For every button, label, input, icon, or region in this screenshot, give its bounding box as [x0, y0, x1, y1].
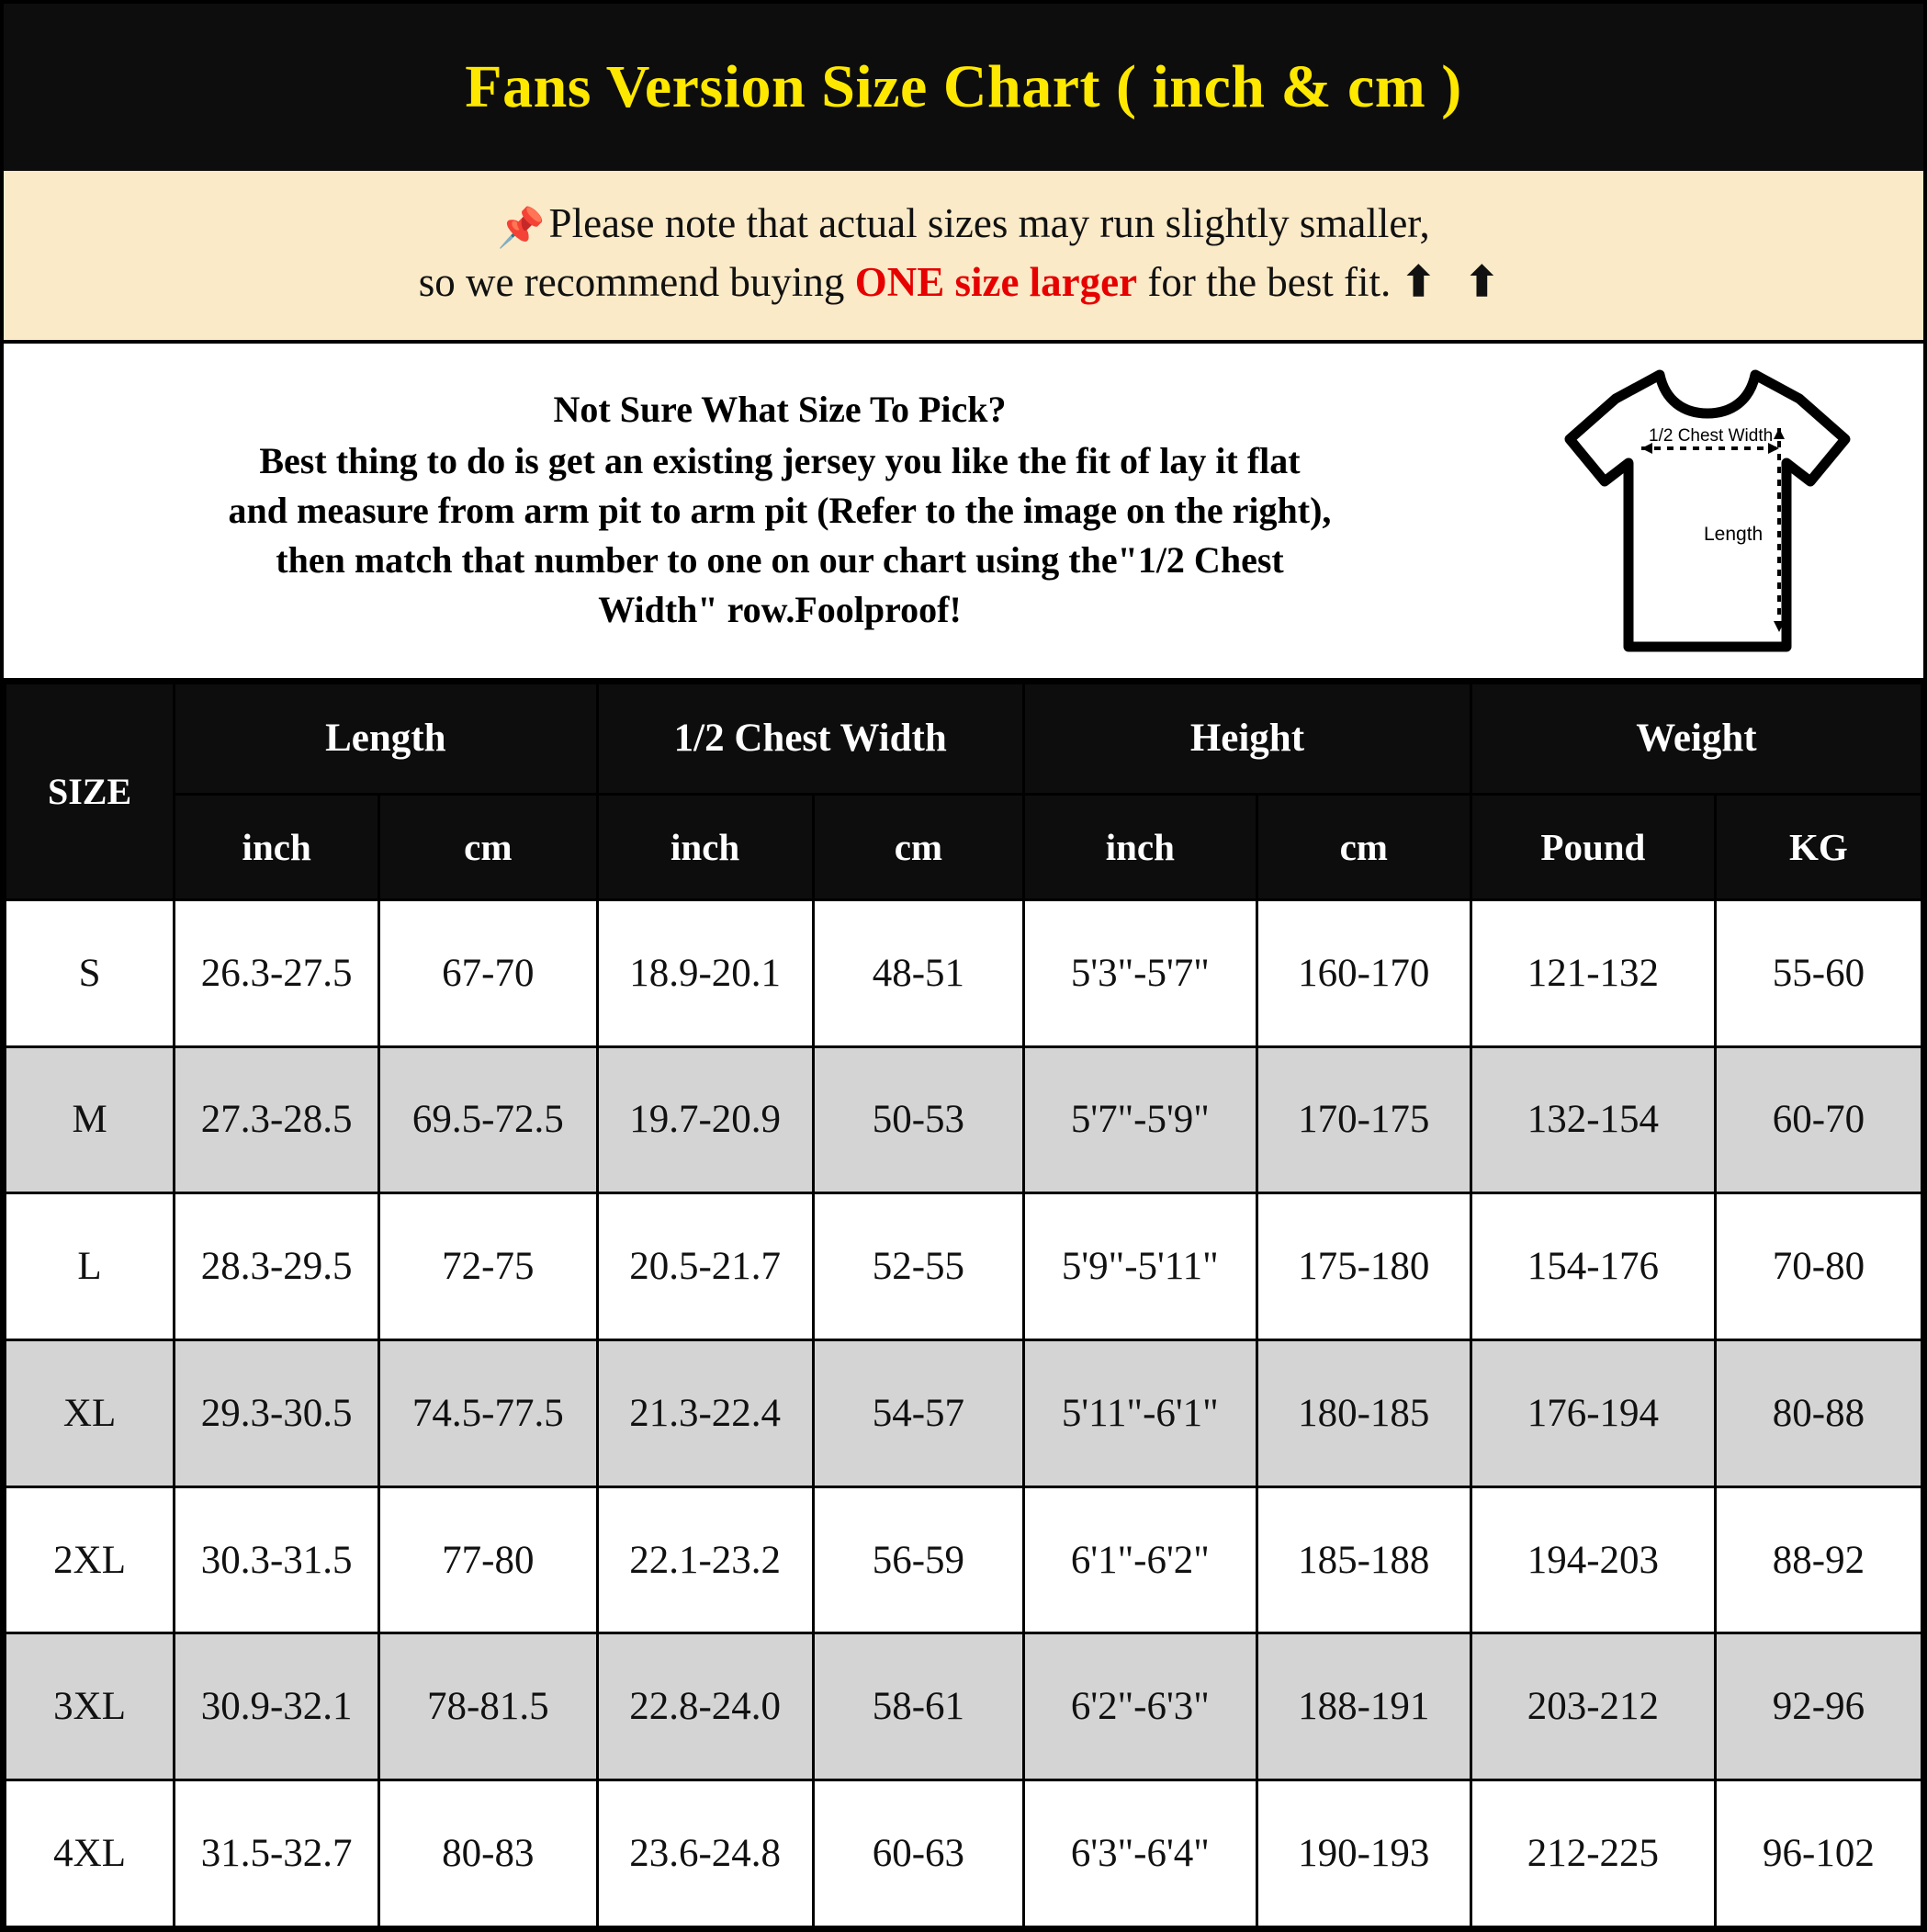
- cell-height-cm: 160-170: [1256, 899, 1471, 1046]
- cell-chest-inch: 22.8-24.0: [597, 1633, 813, 1780]
- cell-length-cm: 78-81.5: [379, 1633, 597, 1780]
- cell-height-inch: 5'3"-5'7": [1023, 899, 1256, 1046]
- size-table-wrap: [4, 682, 1923, 1928]
- cell-chest-cm: 60-63: [813, 1780, 1023, 1927]
- cell-size: 4XL: [6, 1780, 175, 1927]
- cell-length-inch: 28.3-29.5: [175, 1193, 379, 1340]
- cell-weight-pound: 212-225: [1471, 1780, 1715, 1927]
- cell-length-inch: 27.3-28.5: [175, 1046, 379, 1193]
- table-row: [6, 1193, 1922, 1340]
- cell-chest-cm: 54-57: [813, 1339, 1023, 1486]
- cell-height-inch: 6'3"-6'4": [1023, 1780, 1256, 1927]
- cell-weight-kg: 70-80: [1715, 1193, 1921, 1340]
- advice-line-1: Best thing to do is get an existing jersey you like the fit of lay it flat: [259, 440, 1301, 482]
- note-line-2-suffix: for the best fit.: [1137, 258, 1402, 305]
- cell-height-cm: 180-185: [1256, 1339, 1471, 1486]
- note-line-1-text: Please note that actual sizes may run slightly smaller,: [548, 200, 1430, 246]
- pushpin-icon: 📌: [497, 208, 546, 250]
- advice-line-2: and measure from arm pit to arm pit (Refer to the image on the right),: [228, 490, 1332, 532]
- cell-weight-pound: 203-212: [1471, 1633, 1715, 1780]
- cell-length-inch: 29.3-30.5: [175, 1339, 379, 1486]
- header-group-chest: 1/2 Chest Width: [597, 683, 1023, 794]
- cell-length-cm: 67-70: [379, 899, 597, 1046]
- size-table: [4, 682, 1923, 1928]
- cell-weight-pound: 154-176: [1471, 1193, 1715, 1340]
- arrow-up-icon: ⬆ ⬆: [1401, 258, 1509, 305]
- header-unit-chest-cm: cm: [813, 794, 1023, 899]
- cell-chest-cm: 52-55: [813, 1193, 1023, 1340]
- cell-height-cm: 170-175: [1256, 1046, 1471, 1193]
- header-unit-length-cm: cm: [379, 794, 597, 899]
- table-head-row-groups: [6, 683, 1922, 794]
- header-group-height: Height: [1023, 683, 1471, 794]
- table-row: [6, 899, 1922, 1046]
- cell-chest-cm: 50-53: [813, 1046, 1023, 1193]
- cell-height-cm: 188-191: [1256, 1633, 1471, 1780]
- cell-length-inch: 30.3-31.5: [175, 1486, 379, 1633]
- cell-weight-kg: 80-88: [1715, 1339, 1921, 1486]
- cell-chest-inch: 22.1-23.2: [597, 1486, 813, 1633]
- table-head: [6, 683, 1922, 899]
- chest-width-label: 1/2 Chest Width: [1649, 425, 1774, 446]
- cell-chest-inch: 23.6-24.8: [597, 1780, 813, 1927]
- cell-chest-inch: 21.3-22.4: [597, 1339, 813, 1486]
- table-row: [6, 1486, 1922, 1633]
- advice-line-3: then match that number to one on our chart using the"1/2 Chest: [276, 539, 1284, 582]
- header-unit-length-inch: inch: [175, 794, 379, 899]
- cell-length-cm: 77-80: [379, 1486, 597, 1633]
- cell-chest-cm: 48-51: [813, 899, 1023, 1046]
- cell-height-cm: 185-188: [1256, 1486, 1471, 1633]
- table-head-row-units: [6, 794, 1922, 899]
- advice-text-block: [13, 388, 1538, 635]
- table-row: [6, 1780, 1922, 1927]
- cell-height-inch: 5'11"-6'1": [1023, 1339, 1256, 1486]
- cell-size: 2XL: [6, 1486, 175, 1633]
- tshirt-icon: [1561, 360, 1854, 663]
- cell-size: M: [6, 1046, 175, 1193]
- cell-chest-inch: 19.7-20.9: [597, 1046, 813, 1193]
- cell-height-inch: 6'1"-6'2": [1023, 1486, 1256, 1633]
- length-label: Length: [1704, 523, 1764, 545]
- cell-length-cm: 69.5-72.5: [379, 1046, 597, 1193]
- cell-size: 3XL: [6, 1633, 175, 1780]
- cell-height-inch: 5'9"-5'11": [1023, 1193, 1256, 1340]
- table-body: [6, 899, 1922, 1926]
- note-line-2: [31, 254, 1896, 312]
- note-highlight: ONE size larger: [854, 258, 1138, 305]
- header-size: SIZE: [6, 683, 175, 899]
- table-row: [6, 1046, 1922, 1193]
- cell-chest-inch: 20.5-21.7: [597, 1193, 813, 1340]
- cell-weight-kg: 88-92: [1715, 1486, 1921, 1633]
- cell-height-cm: 175-180: [1256, 1193, 1471, 1340]
- cell-height-inch: 5'7"-5'9": [1023, 1046, 1256, 1193]
- cell-weight-pound: 194-203: [1471, 1486, 1715, 1633]
- cell-weight-pound: 121-132: [1471, 899, 1715, 1046]
- table-row: [6, 1339, 1922, 1486]
- cell-height-cm: 190-193: [1256, 1780, 1471, 1927]
- cell-weight-kg: 96-102: [1715, 1780, 1921, 1927]
- cell-length-inch: 31.5-32.7: [175, 1780, 379, 1927]
- header-unit-height-inch: inch: [1023, 794, 1256, 899]
- cell-chest-cm: 58-61: [813, 1633, 1023, 1780]
- cell-length-cm: 74.5-77.5: [379, 1339, 597, 1486]
- cell-weight-pound: 132-154: [1471, 1046, 1715, 1193]
- tshirt-diagram: [1538, 360, 1914, 663]
- advice-section: [4, 344, 1923, 682]
- cell-size: L: [6, 1193, 175, 1340]
- header-unit-chest-inch: inch: [597, 794, 813, 899]
- cell-height-inch: 6'2"-6'3": [1023, 1633, 1256, 1780]
- cell-chest-cm: 56-59: [813, 1486, 1023, 1633]
- cell-length-inch: 30.9-32.1: [175, 1633, 379, 1780]
- cell-weight-kg: 60-70: [1715, 1046, 1921, 1193]
- cell-length-cm: 80-83: [379, 1780, 597, 1927]
- header-unit-weight-kg: KG: [1715, 794, 1921, 899]
- cell-weight-kg: 55-60: [1715, 899, 1921, 1046]
- header-group-weight: Weight: [1471, 683, 1921, 794]
- header-group-length: Length: [175, 683, 597, 794]
- cell-weight-kg: 92-96: [1715, 1633, 1921, 1780]
- cell-length-inch: 26.3-27.5: [175, 899, 379, 1046]
- note-band: [4, 171, 1923, 344]
- advice-line-4: Width" row.Foolproof!: [598, 589, 962, 631]
- cell-size: XL: [6, 1339, 175, 1486]
- cell-length-cm: 72-75: [379, 1193, 597, 1340]
- table-row: [6, 1633, 1922, 1780]
- cell-weight-pound: 176-194: [1471, 1339, 1715, 1486]
- title-bar: [4, 4, 1923, 171]
- note-line-1: [31, 195, 1896, 254]
- header-unit-height-cm: cm: [1256, 794, 1471, 899]
- cell-size: S: [6, 899, 175, 1046]
- cell-chest-inch: 18.9-20.1: [597, 899, 813, 1046]
- note-line-2-prefix: so we recommend buying: [418, 258, 855, 305]
- advice-heading: Not Sure What Size To Pick?: [553, 389, 1007, 431]
- header-unit-weight-pound: Pound: [1471, 794, 1715, 899]
- page-title: Fans Version Size Chart ( inch & cm ): [465, 53, 1462, 120]
